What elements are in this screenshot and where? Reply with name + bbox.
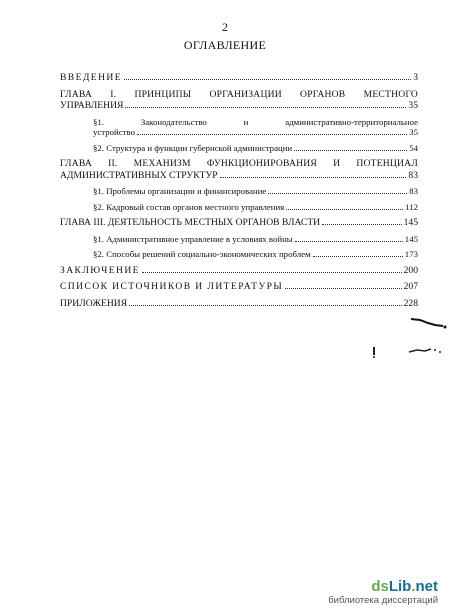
scan-mark-1 [410, 316, 448, 330]
site-watermark [328, 578, 438, 606]
dot-leader [295, 241, 403, 242]
toc-entry [60, 72, 418, 84]
toc-entry-title: СПИСОК ИСТОЧНИКОВ И ЛИТЕРАТУРЫ [60, 281, 284, 293]
toc-entry-line [93, 143, 418, 154]
toc-page-number: 3 [413, 72, 418, 83]
toc-entry-title: §2. Способы решений социально-экономических проблем [93, 249, 311, 260]
toc-page-number: 83 [408, 169, 418, 181]
toc-page-number: 83 [409, 186, 418, 197]
toc-entry [93, 234, 418, 245]
toc-page-number: 145 [404, 233, 418, 244]
toc-entry-title: §1. Административное управление в условиях войны [93, 233, 293, 244]
toc-entry-line [93, 249, 418, 260]
dot-leader [322, 224, 401, 225]
site-tagline: библиотека диссертаций [328, 595, 438, 606]
toc-entry-line [60, 298, 418, 310]
dot-leader [286, 209, 403, 210]
toc-entry-line [60, 265, 418, 277]
toc-page-number: 35 [408, 100, 418, 111]
page-number: 2 [222, 20, 228, 34]
dot-leader [129, 305, 402, 306]
toc-page-number: 228 [403, 297, 418, 309]
dot-leader [124, 79, 411, 80]
toc-title: ОГЛАВЛЕНИЕ [183, 38, 267, 52]
dot-leader [268, 193, 407, 194]
toc-entry-line1: ГЛАВА II. МЕХАНИЗМ ФУНКЦИОНИРОВАНИЯ И ПОТЕНЦИАЛ [60, 158, 418, 170]
toc-entry [60, 89, 418, 112]
toc-entry-line [93, 202, 418, 213]
toc-entry-line2: УПРАВЛЕНИЯ [60, 100, 124, 111]
dot-leader [285, 288, 401, 289]
toc-entry [60, 217, 418, 229]
site-logo: dsLib.net [371, 578, 438, 595]
toc-page-number: 54 [409, 142, 418, 153]
toc-entry-line1: §1. Законодательство и административно-территориальное [93, 116, 418, 127]
dot-leader [125, 107, 406, 108]
toc-entry-line [60, 100, 418, 112]
toc-page-number: 35 [409, 127, 418, 138]
toc-entry-line [60, 281, 418, 293]
toc-entry-title: §2. Кадровый состав органов местного управления [93, 201, 285, 212]
toc-page-number: 173 [404, 249, 418, 260]
toc-entry-title: ГЛАВА III. ДЕЯТЕЛЬНОСТЬ МЕСТНЫХ ОРГАНОВ ВЛАСТИ [60, 217, 321, 229]
toc-entry-line2: АДМИНИСТРАТИВНЫХ СТРУКТУР [60, 169, 218, 181]
toc-entry-line [93, 127, 418, 138]
toc-entry [93, 143, 418, 154]
toc-entry-line2: устройство [93, 127, 135, 138]
dot-leader [294, 150, 407, 151]
toc-entry-line [60, 217, 418, 229]
toc-entry [93, 186, 418, 197]
dot-leader [137, 134, 407, 135]
toc-entry [60, 265, 418, 277]
toc-entry [60, 281, 418, 293]
dot-leader [313, 256, 403, 257]
toc-entry-line [93, 234, 418, 245]
toc-entry-line [60, 170, 418, 182]
toc-entry-title: ВВЕДЕНИЕ [60, 72, 122, 83]
toc-page-number: 112 [405, 201, 418, 212]
toc-page-number: 200 [403, 264, 418, 276]
toc-entry [93, 117, 418, 138]
table-of-contents [60, 72, 418, 314]
toc-entry-line [60, 72, 418, 84]
dot-leader [142, 272, 402, 273]
scan-mark-2 [365, 342, 445, 362]
toc-entry-line1: ГЛАВА I. ПРИНЦИПЫ ОРГАНИЗАЦИИ ОРГАНОВ МЕСТНОГО [60, 88, 418, 100]
toc-entry [60, 298, 418, 310]
toc-entry-line [93, 186, 418, 197]
dot-leader [220, 177, 407, 178]
toc-entry [93, 249, 418, 260]
toc-entry [60, 158, 418, 181]
toc-entry [93, 202, 418, 213]
toc-entry-title: ПРИЛОЖЕНИЯ [60, 297, 128, 309]
toc-page-number: 207 [403, 281, 418, 293]
toc-entry-title: §1. Проблемы организации и финансирование [93, 186, 267, 197]
toc-entry-title: ЗАКЛЮЧЕНИЕ [60, 264, 140, 276]
toc-entry-title: §2. Структура и функции губернской администрации [93, 142, 293, 153]
toc-page-number: 145 [403, 217, 418, 229]
